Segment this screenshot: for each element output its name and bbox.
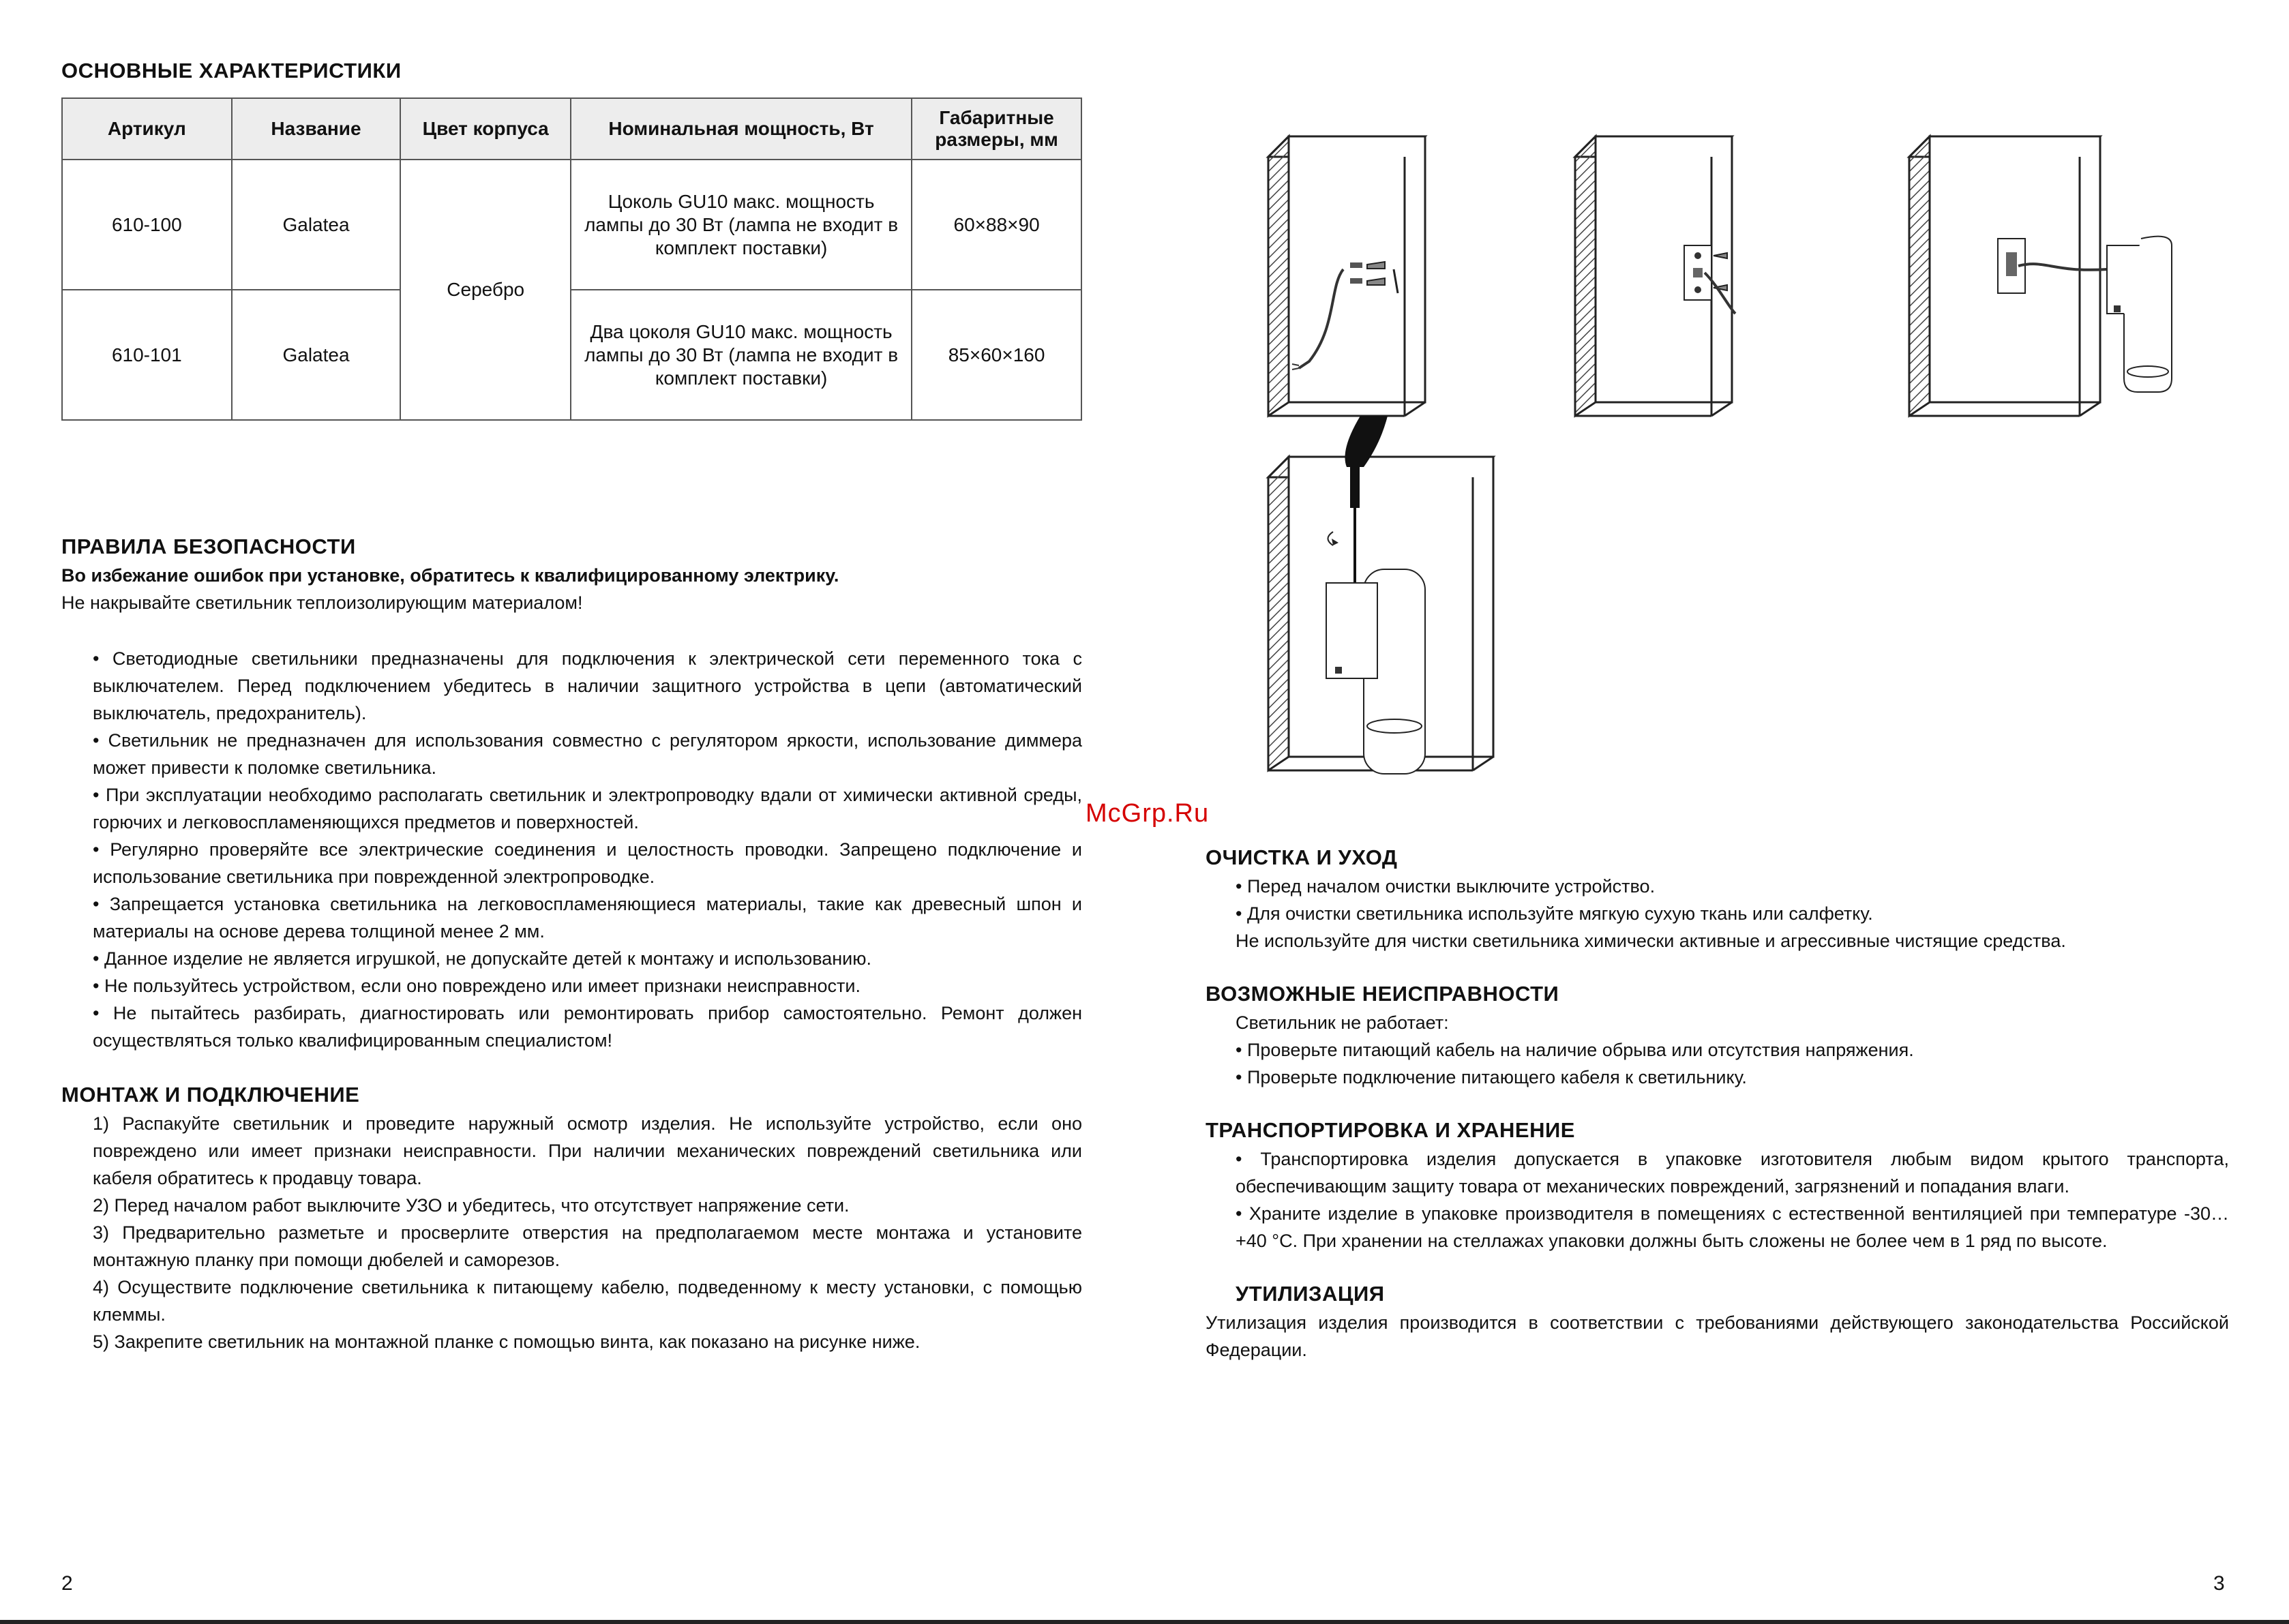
list-item: • Светодиодные светильники предназначены для подключения к электрической сети переменного тока с выключателем. Перед подключением убедитесь в наличии защитного устройства в цепи (автоматический выключатель, предохранитель). (93, 648, 1082, 723)
install-figure-2 (1568, 130, 1746, 423)
install-figure-4 (1261, 416, 1527, 777)
faults-list (1236, 1009, 2224, 1091)
cell-dims: 85×60×160 (912, 290, 1081, 420)
specs-title: ОСНОВНЫЕ ХАРАКТЕРИСТИКИ (61, 59, 402, 82)
list-item: • Запрещается установка светильника на легковоспламеняющиеся материалы, такие как древесный шпон и материалы на основе дерева толщиной менее 2 мм. (93, 894, 1082, 942)
install-figure-1 (1261, 130, 1439, 423)
cell-power: Два цоколя GU10 макс. мощность лампы до 30 Вт (лампа не входит в комплект поставки) (571, 290, 912, 420)
list-item: • Светильник не предназначен для использования совместно с регулятором яркости, использование диммера может привести к поломке светильника. (93, 730, 1082, 778)
cell-dims: 60×88×90 (912, 160, 1081, 290)
cleaning-note: Не используйте для чистки светильника химически активные и агрессивные чистящие средства. (1236, 931, 2066, 951)
cell-name: Galatea (232, 160, 401, 290)
list-item: • Проверьте питающий кабель на наличие обрыва или отсутствия напряжения. (1236, 1040, 1914, 1060)
table-row (62, 160, 1081, 290)
safety-warning: Во избежание ошибок при установке, обратитесь к квалифицированному электрику. (61, 565, 839, 586)
list-item: 2) Перед началом работ выключите УЗО и убедитесь, что отсутствует напряжение сети. (93, 1195, 850, 1216)
list-item: • Регулярно проверяйте все электрические соединения и целостность проводки. Запрещено подключение и использование светильника при поврежденной электропроводке. (93, 839, 1082, 887)
watermark: McGrp.Ru (1086, 799, 1210, 828)
col-header-power: Номинальная мощность, Вт (571, 98, 912, 160)
list-item: • Транспортировка изделия допускается в упаковке изготовителя любым видом крытого транспорта, обеспечивающим защиту товара от механических повреждений, загрязнений и попадания влаги. (1236, 1149, 2229, 1197)
list-item: • Храните изделие в упаковке производителя в помещениях с естественной вентиляцией при температуре -30…+40 °С. При хранении на стеллажах упаковки должны быть сложены не более чем в 1 ряд по высоте. (1236, 1203, 2229, 1251)
specs-table (61, 97, 1082, 421)
safety-title: ПРАВИЛА БЕЗОПАСНОСТИ (61, 535, 356, 558)
mount-title: МОНТАЖ И ПОДКЛЮЧЕНИЕ (61, 1083, 360, 1107)
col-header-dims: Габаритные размеры, мм (912, 98, 1081, 160)
table-row (62, 290, 1081, 420)
disposal-title: УТИЛИЗАЦИЯ (1236, 1282, 1385, 1306)
disposal-text: Утилизация изделия производится в соответствии с требованиями действующего законодательства Российской Федерации. (1206, 1312, 2229, 1360)
col-header-name: Название (232, 98, 401, 160)
safety-note: Не накрывайте светильник теплоизолирующим материалом! (61, 592, 583, 613)
faults-title: ВОЗМОЖНЫЕ НЕИСПРАВНОСТИ (1206, 982, 1559, 1006)
page-number-right: 3 (2213, 1572, 2225, 1595)
list-item: 5) Закрепите светильник на монтажной планке с помощью винта, как показано на рисунке ниже. (93, 1332, 921, 1352)
table-header-row (62, 98, 1081, 160)
install-figure-3 (1902, 130, 2175, 423)
mount-steps (93, 1110, 1082, 1355)
list-item: 4) Осуществите подключение светильника к питающему кабелю, подведенному к месту установки, с помощью клеммы. (93, 1277, 1082, 1325)
list-item: • Не пользуйтесь устройством, если оно повреждено или имеет признаки неисправности. (93, 976, 861, 996)
cell-power: Цоколь GU10 макс. мощность лампы до 30 Вт (лампа не входит в комплект поставки) (571, 160, 912, 290)
bottom-divider (0, 1620, 2289, 1624)
list-item: • Перед началом очистки выключите устройство. (1236, 876, 1656, 897)
list-item: 3) Предварительно разметьте и просверлите отверстия на предполагаемом месте монтажа и установите монтажную планку при помощи дюбелей и саморезов. (93, 1222, 1082, 1270)
cleaning-list (1236, 873, 2224, 954)
faults-intro: Светильник не работает: (1236, 1012, 1449, 1033)
list-item: 1) Распакуйте светильник и проведите наружный осмотр изделия. Не используйте устройство, если оно повреждено или имеет признаки неисправности. При наличии механических повреждений светильника или кабеля обратитесь к продавцу товара. (93, 1113, 1082, 1188)
safety-list (93, 645, 1082, 1054)
cell-article: 610-101 (62, 290, 232, 420)
col-header-article: Артикул (62, 98, 232, 160)
cell-article: 610-100 (62, 160, 232, 290)
col-header-color: Цвет корпуса (400, 98, 571, 160)
page-number-left: 2 (61, 1572, 73, 1595)
cell-color: Серебро (400, 160, 571, 420)
transport-title: ТРАНСПОРТИРОВКА И ХРАНЕНИЕ (1206, 1118, 1575, 1142)
list-item: • Не пытайтесь разбирать, диагностировать или ремонтировать прибор самостоятельно. Ремонт должен осуществляться только квалифицированным специалистом! (93, 1003, 1082, 1051)
cleaning-title: ОЧИСТКА И УХОД (1206, 845, 1398, 869)
list-item: • Проверьте подключение питающего кабеля к светильнику. (1236, 1067, 1747, 1087)
list-item: • Данное изделие не является игрушкой, не допускайте детей к монтажу и использованию. (93, 948, 871, 969)
list-item: • Для очистки светильника используйте мягкую сухую ткань или салфетку. (1236, 903, 1873, 924)
list-item: • При эксплуатации необходимо располагать светильник и электропроводку вдали от химически активной среды, горючих и легковоспламеняющихся предметов и поверхностей. (93, 785, 1082, 832)
cell-name: Galatea (232, 290, 401, 420)
transport-list (1236, 1145, 2229, 1254)
